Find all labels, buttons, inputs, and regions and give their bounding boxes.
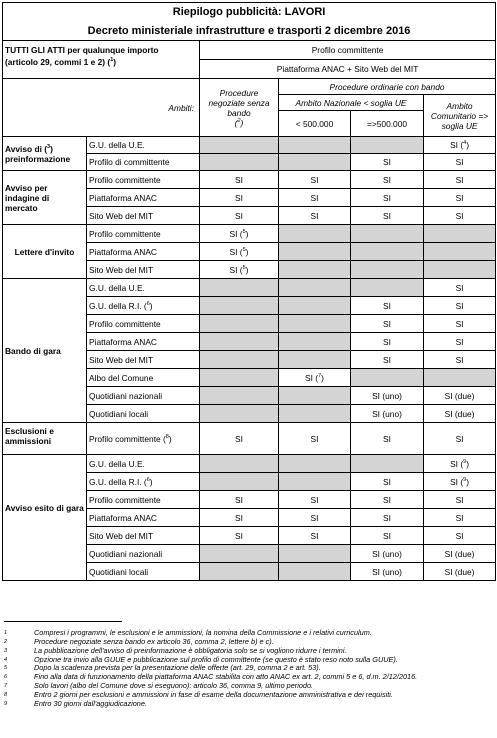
value-cell: SI — [424, 315, 496, 333]
summary-table — [2, 2, 496, 581]
group-avviso-preinformazione: Avviso di ($^3$) preinformazione — [3, 137, 87, 171]
value-cell: SI (due) — [424, 563, 496, 581]
ambito-cell: Quotidiani nazionali — [87, 387, 200, 405]
ambito-cell: G.U. della U.E. — [87, 137, 200, 154]
value-cell: SI ($^9$) — [424, 455, 496, 473]
ambito-cell: Quotidiani nazionali — [87, 545, 200, 563]
value-cell: SI — [351, 315, 424, 333]
group-lettere-invito: Lettere d'invito — [3, 225, 87, 279]
value-cell: SI (uno) — [351, 405, 424, 423]
value-cell: SI ($^9$) — [424, 473, 496, 491]
ambito-cell: Piattaforma ANAC — [87, 333, 200, 351]
value-cell: SI — [279, 189, 351, 207]
footnote: 7 Solo lavori (albo del Comune dove si eseguono): articolo 36, comma 9, ultimo periodo. — [4, 681, 314, 691]
footnotes — [4, 629, 492, 709]
value-cell: SI — [351, 171, 424, 189]
ambito-cell: G.U. della U.E. — [87, 455, 200, 473]
value-cell: SI (uno) — [351, 545, 424, 563]
value-cell: SI — [351, 473, 424, 491]
footnote: 3 La pubblicazione dell'avviso di preinformazione è obbligatoria solo se si vogliono ridurre i termini. — [4, 645, 347, 655]
value-cell: SI — [200, 423, 279, 455]
footnote: 8 Entro 2 giorni per esclusioni e ammissioni in fase di esame della documentazione amministrativa e dei requisiti. — [4, 689, 393, 699]
value-cell: SI — [279, 423, 351, 455]
value-cell: SI ($^5$) — [200, 225, 279, 243]
value-cell: SI ($^7$) — [279, 369, 351, 387]
value-cell: SI (due) — [424, 405, 496, 423]
value-cell: SI — [200, 509, 279, 527]
footnote: 5 Dopo la scadenza prevista per la presentazione delle offerte (art. 29, comma 2 e art. 53). — [4, 663, 321, 673]
group-avviso-indagine: Avviso per indagine di mercato — [3, 171, 87, 225]
value-cell: SI — [424, 509, 496, 527]
ambito-cell: Profilo committente — [87, 315, 200, 333]
ambito-nazionale-header: Ambito Nazionale < soglia UE — [279, 95, 424, 111]
value-cell: SI (uno) — [351, 387, 424, 405]
value-cell: SI — [424, 527, 496, 545]
footnote: 1 Compresi i programmi, le esclusioni e le ammissioni, la nomina della Commissione e i relativi curriculum. — [4, 628, 372, 637]
ambito-cell: Piattaforma ANAC — [87, 509, 200, 527]
value-cell: SI — [424, 171, 496, 189]
value-cell: SI — [200, 171, 279, 189]
value-cell: SI — [351, 527, 424, 545]
value-cell: SI — [424, 423, 496, 455]
procedure-negoziate-header: Procedure negoziate senza bando ($^2$) — [200, 79, 279, 137]
ambito-cell: Piattaforma ANAC — [87, 243, 200, 261]
value-cell: SI — [424, 279, 496, 297]
value-cell: SI — [424, 297, 496, 315]
page-title: Riepilogo pubblicità: LAVORI — [3, 3, 496, 22]
ambito-cell: Profilo committente — [87, 491, 200, 509]
value-cell: SI — [351, 189, 424, 207]
ambito-cell: Albo del Comune — [87, 369, 200, 387]
ambito-cell: Piattaforma ANAC — [87, 189, 200, 207]
value-cell: SI — [351, 207, 424, 225]
value-cell: SI — [200, 207, 279, 225]
ambito-cell: Quotidiani locali — [87, 405, 200, 423]
ambito-cell: Sito Web del MIT — [87, 527, 200, 545]
ambito-cell: Profilo committente — [87, 225, 200, 243]
footnote: 2 Procedure negoziate senza bando ex articolo 36, comma 2, lettere b) e c). — [4, 636, 274, 646]
value-cell: SI — [351, 154, 424, 171]
group-esclusioni: Esclusioni e ammissioni — [3, 423, 87, 455]
ambito-cell: Sito Web del MIT — [87, 261, 200, 279]
ambito-cell: Sito Web del MIT — [87, 207, 200, 225]
value-cell: SI — [351, 509, 424, 527]
value-cell: SI — [424, 333, 496, 351]
footnote-divider — [4, 621, 122, 622]
value-cell: SI — [351, 333, 424, 351]
ambito-cell: G.U. della U.E. — [87, 279, 200, 297]
value-cell: SI — [200, 491, 279, 509]
piattaforma-header: Piattaforma ANAC + Sito Web del MIT — [200, 60, 496, 79]
ambiti-label: Ambiti: — [3, 79, 200, 137]
tutti-atti-header: TUTTI GLI ATTI per qualunque importo (articolo 29, commi 1 e 2) ($^1$) — [3, 41, 200, 79]
value-cell: SI — [279, 207, 351, 225]
value-cell: SI — [351, 297, 424, 315]
value-cell: SI (due) — [424, 545, 496, 563]
value-cell: SI ($^5$) — [200, 243, 279, 261]
value-cell: SI (due) — [424, 387, 496, 405]
value-cell: SI — [424, 189, 496, 207]
page-subtitle: Decreto ministeriale infrastrutture e trasporti 2 dicembre 2016 — [3, 22, 496, 41]
ambito-cell: Profilo committente — [87, 171, 200, 189]
procedure-ordinarie-header: Procedure ordinarie con bando — [279, 79, 496, 95]
profilo-committente-header: Profilo committente — [200, 41, 496, 60]
value-cell: SI — [279, 171, 351, 189]
ambito-cell: Profilo di committente — [87, 154, 200, 171]
value-cell: SI — [424, 154, 496, 171]
group-bando-gara: Bando di gara — [3, 279, 87, 423]
ambito-cell: Profilo committente ($^8$) — [87, 423, 200, 455]
value-cell: SI — [200, 189, 279, 207]
footnote: 4 Opzione tra invio alla GUUE e pubblicazione sul profilo di committente (se questo è stato reso noto sulla GUUE). — [4, 654, 398, 664]
lt500-header: < 500.000 — [279, 111, 351, 137]
ambito-comunitario-header: Ambito Comunitario => soglia UE — [424, 95, 496, 137]
ambito-cell: Quotidiani locali — [87, 563, 200, 581]
value-cell: SI — [424, 491, 496, 509]
value-cell: SI — [424, 207, 496, 225]
value-cell: SI — [200, 527, 279, 545]
ambito-cell: G.U. della R.I. ($^6$) — [87, 297, 200, 315]
document-page — [2, 2, 495, 581]
ambito-cell: Sito Web del MIT — [87, 351, 200, 369]
value-cell: SI — [279, 509, 351, 527]
footnote: 9 Entro 30 giorni dall'aggiudicazione. — [4, 698, 147, 708]
value-cell: SI (uno) — [351, 563, 424, 581]
footnote: 6 Fino alla data di funzionamento della piattaforma ANAC stabilita con atto ANAC ex art. 2, commi 5 e 6, d.m. 2/12/2016. — [4, 672, 418, 682]
value-cell: SI — [279, 527, 351, 545]
value-cell: SI — [351, 423, 424, 455]
group-avviso-esito: Avviso esito di gara — [3, 455, 87, 581]
ambito-cell: G.U. della R.I. ($^6$) — [87, 473, 200, 491]
ge500-header: =>500.000 — [351, 111, 424, 137]
value-cell: SI — [351, 491, 424, 509]
value-cell: SI ($^5$) — [200, 261, 279, 279]
value-cell: SI — [279, 491, 351, 509]
value-cell: SI — [351, 351, 424, 369]
value-cell: SI ($^4$) — [424, 137, 496, 154]
value-cell: SI — [424, 351, 496, 369]
